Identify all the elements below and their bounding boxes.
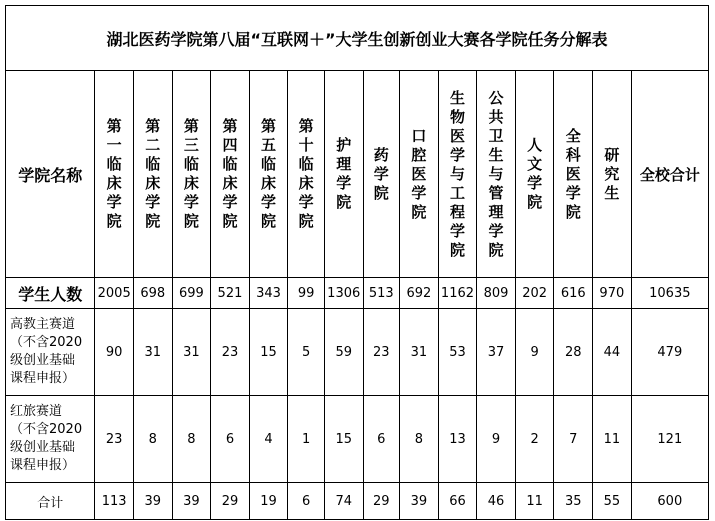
total-cell: 121 <box>631 396 708 483</box>
table-cell: 2005 <box>95 278 134 309</box>
table-cell: 970 <box>593 278 632 309</box>
table-cell: 6 <box>363 396 400 483</box>
table-cell: 8 <box>133 396 172 483</box>
table-cell: 8 <box>172 396 211 483</box>
table-cell: 692 <box>400 278 439 309</box>
table-cell: 39 <box>133 483 172 520</box>
table-cell: 46 <box>477 483 516 520</box>
table-cell: 809 <box>477 278 516 309</box>
table-cell: 202 <box>515 278 554 309</box>
table-cell: 521 <box>211 278 250 309</box>
college-header: 第三临床学院 <box>172 71 211 278</box>
college-header: 生物医学与工程学院 <box>438 71 477 278</box>
table-cell: 6 <box>211 396 250 483</box>
red-track-row <box>6 396 709 483</box>
college-header: 第二临床学院 <box>133 71 172 278</box>
task-table <box>5 5 709 520</box>
table-cell: 55 <box>593 483 632 520</box>
table-cell: 31 <box>400 309 439 396</box>
table-title: 湖北医药学院第八届“互联网＋”大学生创新创业大赛各学院任务分解表 <box>6 6 709 71</box>
total-cell: 10635 <box>631 278 708 309</box>
table-cell: 28 <box>554 309 593 396</box>
table-cell: 8 <box>400 396 439 483</box>
table-cell: 1 <box>288 396 325 483</box>
table-cell: 99 <box>288 278 325 309</box>
college-header: 研究生 <box>593 71 632 278</box>
college-header: 公共卫生与管理学院 <box>477 71 516 278</box>
table-cell: 5 <box>288 309 325 396</box>
college-name-header: 学院名称 <box>6 71 95 278</box>
table-cell: 15 <box>249 309 288 396</box>
table-cell: 39 <box>172 483 211 520</box>
row-label: 高教主赛道 （不含2020 级创业基础 课程申报） <box>6 309 95 396</box>
table-cell: 699 <box>172 278 211 309</box>
table-cell: 66 <box>438 483 477 520</box>
college-header: 药学院 <box>363 71 400 278</box>
table-cell: 19 <box>249 483 288 520</box>
row-label: 红旅赛道 （不含2020 级创业基础 课程申报） <box>6 396 95 483</box>
table-cell: 11 <box>515 483 554 520</box>
table-cell: 513 <box>363 278 400 309</box>
table-cell: 113 <box>95 483 134 520</box>
table-cell: 31 <box>133 309 172 396</box>
college-header: 第一临床学院 <box>95 71 134 278</box>
table-cell: 616 <box>554 278 593 309</box>
table-cell: 39 <box>400 483 439 520</box>
total-cell: 479 <box>631 309 708 396</box>
table-cell: 9 <box>515 309 554 396</box>
college-header: 人文学院 <box>515 71 554 278</box>
table-cell: 59 <box>324 309 363 396</box>
table-cell: 6 <box>288 483 325 520</box>
table-cell: 4 <box>249 396 288 483</box>
table-cell: 13 <box>438 396 477 483</box>
table-cell: 23 <box>211 309 250 396</box>
student-count-row <box>6 278 709 309</box>
table-cell: 29 <box>363 483 400 520</box>
row-label: 学生人数 <box>6 278 95 309</box>
school-total-header: 全校合计 <box>631 71 708 278</box>
table-cell: 31 <box>172 309 211 396</box>
table-cell: 2 <box>515 396 554 483</box>
table-cell: 23 <box>95 396 134 483</box>
college-header: 护理学院 <box>324 71 363 278</box>
college-header: 第十临床学院 <box>288 71 325 278</box>
table-cell: 29 <box>211 483 250 520</box>
table-cell: 1306 <box>324 278 363 309</box>
table-cell: 15 <box>324 396 363 483</box>
table-cell: 74 <box>324 483 363 520</box>
main-track-row <box>6 309 709 396</box>
total-cell: 600 <box>631 483 708 520</box>
table-cell: 11 <box>593 396 632 483</box>
sum-row <box>6 483 709 520</box>
college-header: 第五临床学院 <box>249 71 288 278</box>
table-cell: 35 <box>554 483 593 520</box>
header-row <box>6 71 709 278</box>
row-label: 合计 <box>6 483 95 520</box>
table-cell: 37 <box>477 309 516 396</box>
table-cell: 698 <box>133 278 172 309</box>
table-cell: 1162 <box>438 278 477 309</box>
college-header: 第四临床学院 <box>211 71 250 278</box>
table-cell: 23 <box>363 309 400 396</box>
table-cell: 7 <box>554 396 593 483</box>
table-cell: 44 <box>593 309 632 396</box>
college-header: 口腔医学院 <box>400 71 439 278</box>
table-cell: 53 <box>438 309 477 396</box>
table-cell: 343 <box>249 278 288 309</box>
table-cell: 90 <box>95 309 134 396</box>
table-cell: 9 <box>477 396 516 483</box>
college-header: 全科医学院 <box>554 71 593 278</box>
